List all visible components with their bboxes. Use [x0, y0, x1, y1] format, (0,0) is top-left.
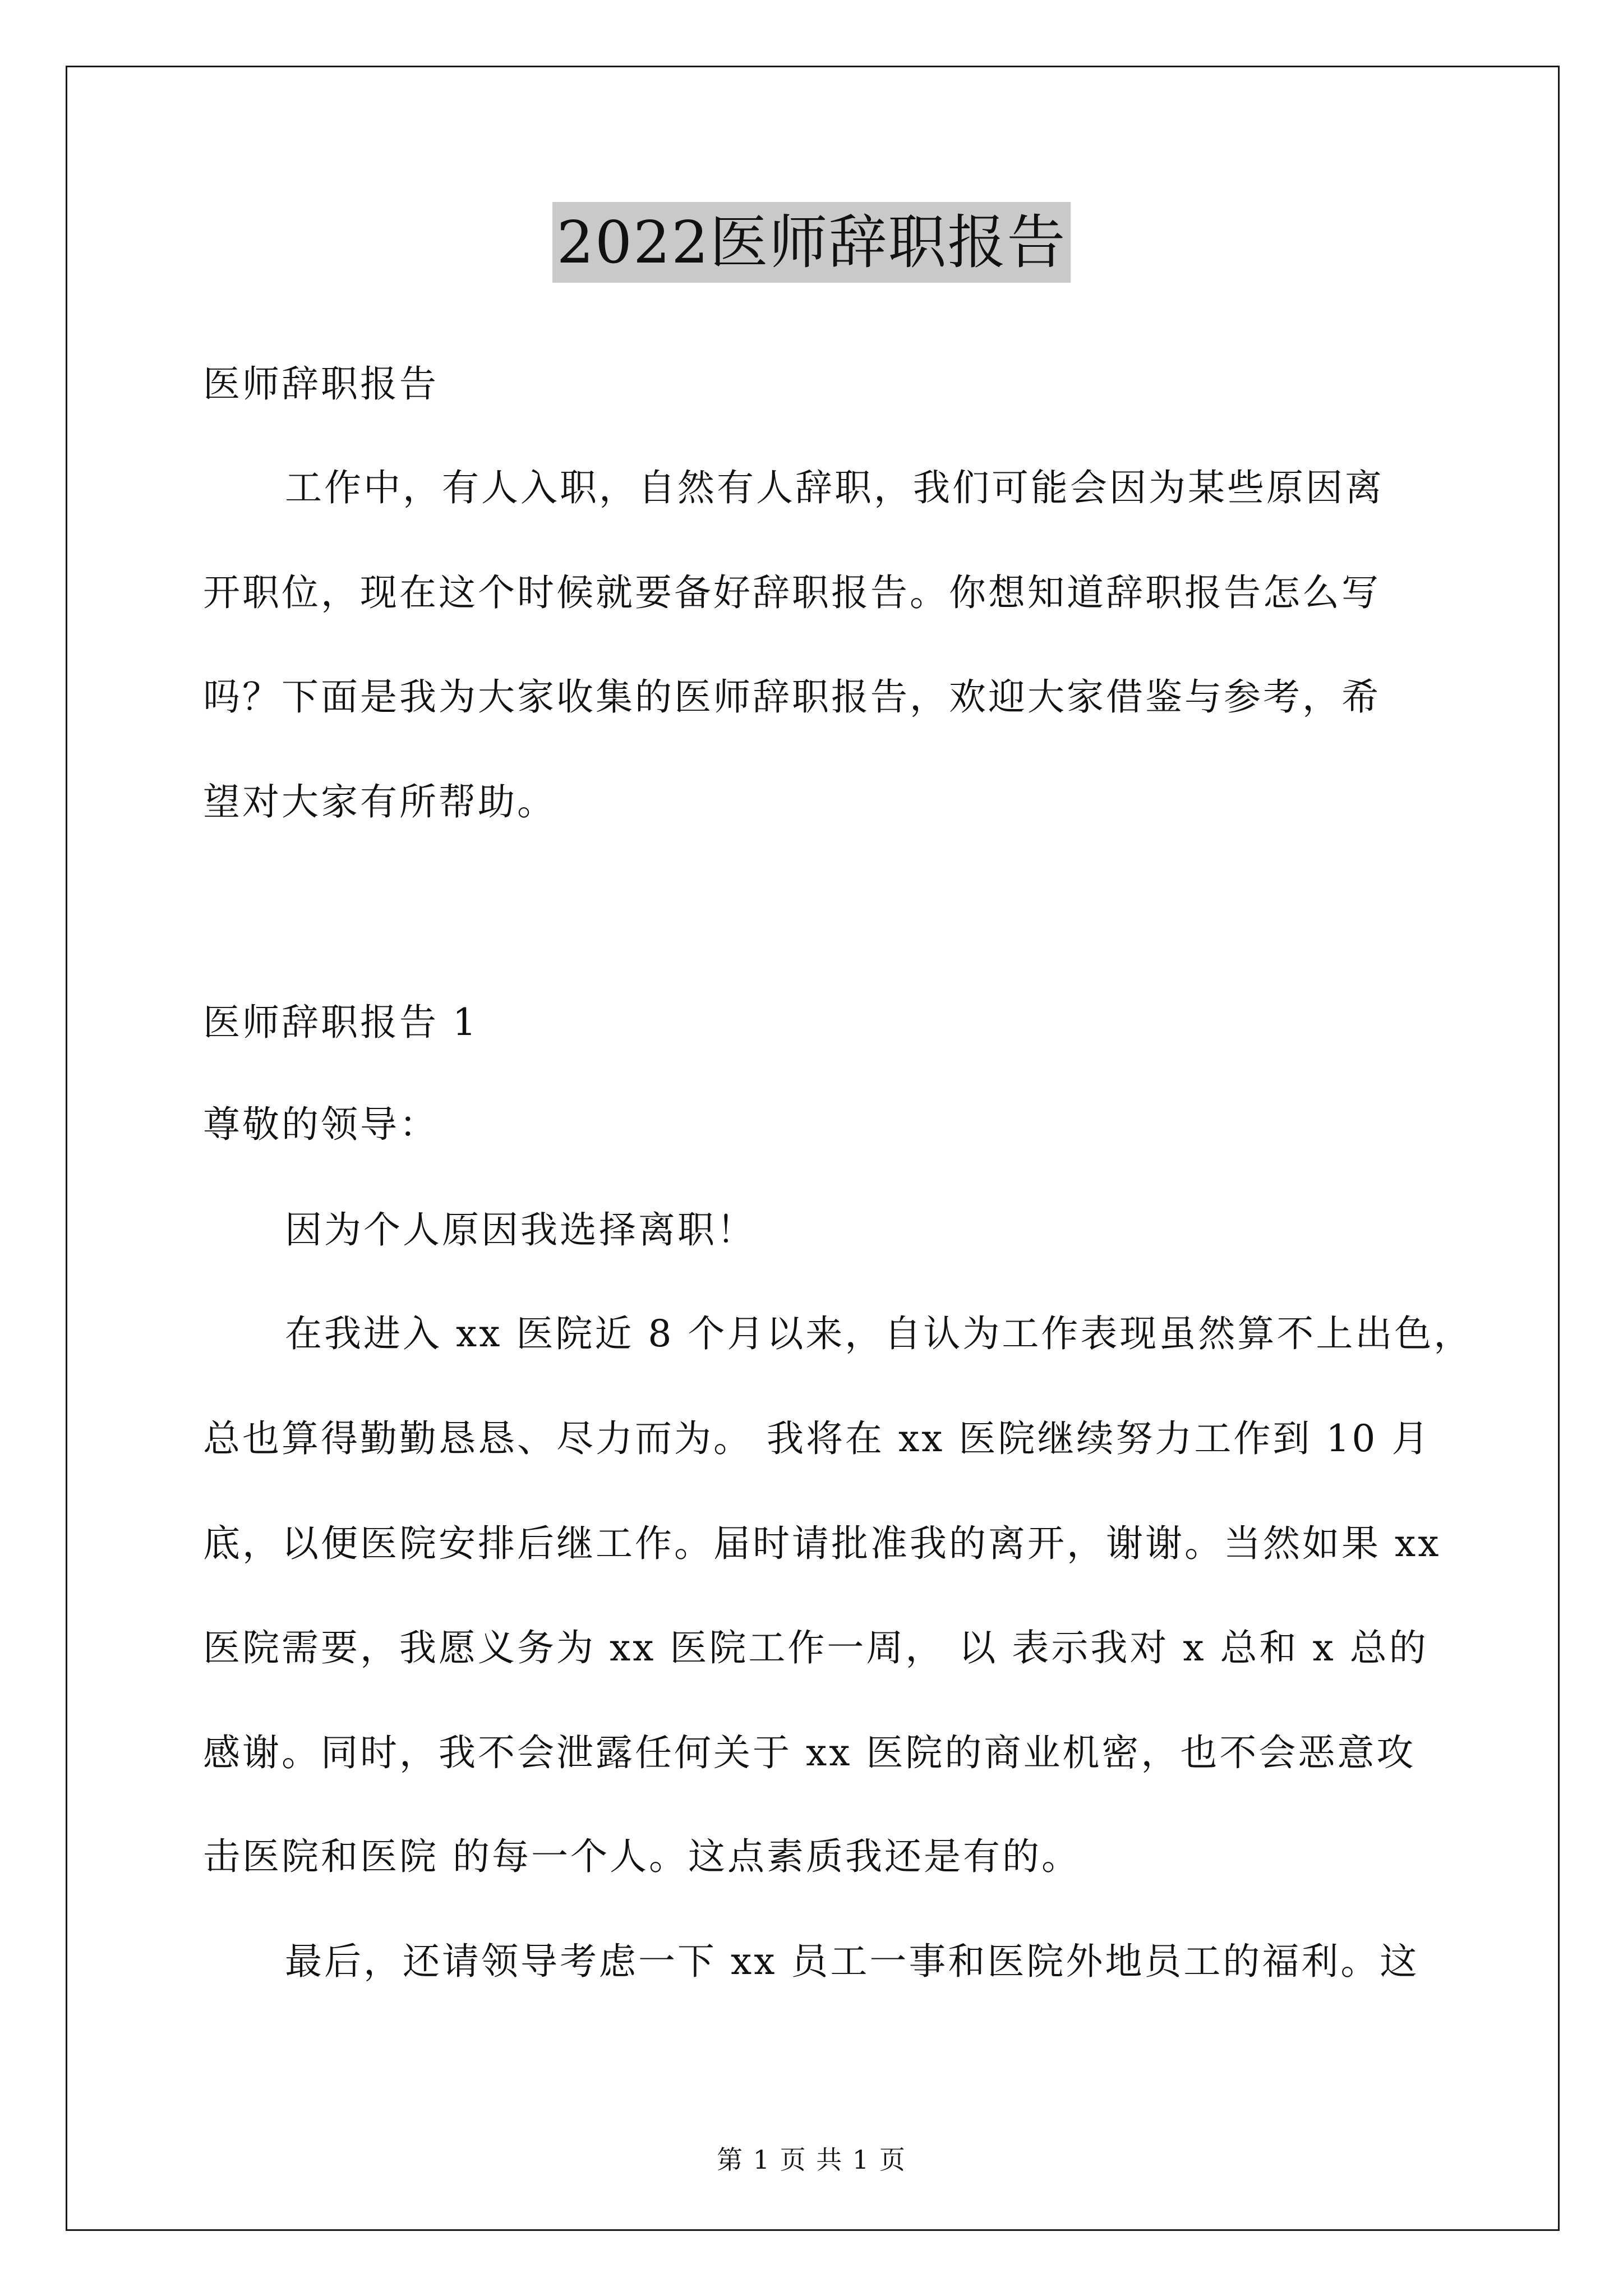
title-container — [0, 202, 1623, 283]
paragraph-line: 最后，还请领导考虑一下 xx 员工一事和医院外地员工的福利。这 — [285, 1940, 1419, 1983]
paragraph-line: 底，以便医院安排后继工作。届时请批准我的离开，谢谢。当然如果 xx — [203, 1522, 1441, 1565]
paragraph-line: 医院需要，我愿义务为 xx 医院工作一周， 以 表示我对 x 总和 x 总的 — [203, 1626, 1428, 1669]
paragraph-line: 击医院和医院 的每一个人。这点素质我还是有的。 — [203, 1835, 1081, 1878]
paragraph-line: 在我进入 xx 医院近 8 个月以来，自认为工作表现虽然算不上出色， — [285, 1312, 1473, 1355]
intro-heading: 医师辞职报告 — [203, 362, 439, 406]
page-footer: 第 1 页 共 1 页 — [717, 2145, 906, 2175]
paragraph-line: 望对大家有所帮助。 — [203, 780, 556, 823]
section-heading: 医师辞职报告 1 — [203, 1001, 478, 1044]
paragraph-line: 因为个人原因我选择离职！ — [285, 1208, 756, 1251]
salutation: 尊敬的领导： — [203, 1103, 439, 1146]
document-title: 2022医师辞职报告 — [552, 202, 1071, 283]
paragraph-line: 吗？下面是我为大家收集的医师辞职报告，欢迎大家借鉴与参考，希 — [203, 675, 1381, 719]
paragraph-line: 总也算得勤勤恳恳、尽力而为。 我将在 xx 医院继续努力工作到 10 月 — [203, 1417, 1431, 1460]
paragraph-line: 工作中，有人入职，自然有人辞职，我们可能会因为某些原因离 — [285, 466, 1384, 509]
paragraph-line: 感谢。同时，我不会泄露任何关于 xx 医院的商业机密，也不会恶意攻 — [203, 1731, 1416, 1774]
paragraph-line: 开职位，现在这个时候就要备好辞职报告。你想知道辞职报告怎么写 — [203, 571, 1381, 614]
